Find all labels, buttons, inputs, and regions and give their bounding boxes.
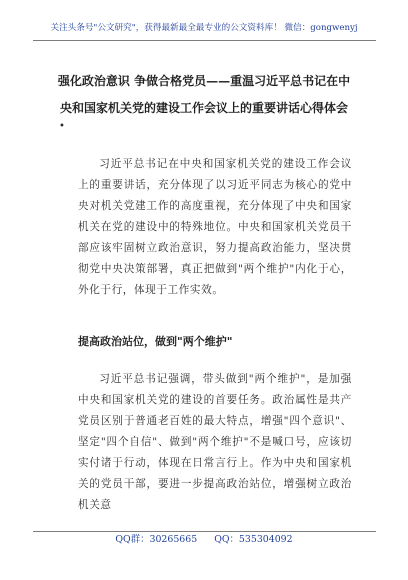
footer-qq-group: QQ群：30265665 (115, 534, 198, 545)
bullet-marker: • (59, 121, 65, 132)
body-paragraph-1: 习近平总书记在中央和国家机关党的建设工作会议上的重要讲话，充分体现了以习近平同志为核心的党中央对机关党建工作的高度重视，充分体现了中央和国家机关在党的建设中的特殊地位。中央和国家机关党员干部应该牢固树立政治意识，努力提高政治能力，坚决贯彻党中央决策部署，真正把做到"两个维护"内化于心，外化于行，体现于工作实效。 (78, 158, 352, 296)
document-title: 强化政治意识 争做合格党员——重温习近平总书记在中央和国家机关党的建设工作会议上的重要讲话心得体会 (57, 74, 351, 115)
page-footer (0, 533, 408, 547)
body-paragraph-2: 习近平总书记强调，带头做到"两个维护"，是加强中央和国家机关党的建设的首要任务。政治属性是共产党员区别于普通老百姓的最大特点，增强"四个意识"、坚定"四个自信"、做到"两个维护"不是喊口号，应该切实付诸于行动，体现在日常言行上。作为中央和国家机关的党员干部，要进一步提高政治站位，增强树立政治机关意 (78, 373, 352, 511)
footer-divider (33, 531, 376, 532)
section-heading: 提高政治站位，做到"两个维护" (78, 335, 233, 348)
header-divider (33, 40, 376, 41)
footer-qq: QQ：535304092 (214, 534, 293, 545)
page-header: 关注头条号"公文研究"，获得最新最全最专业的公文资料库！ 微信：gongwenyj (50, 23, 358, 33)
